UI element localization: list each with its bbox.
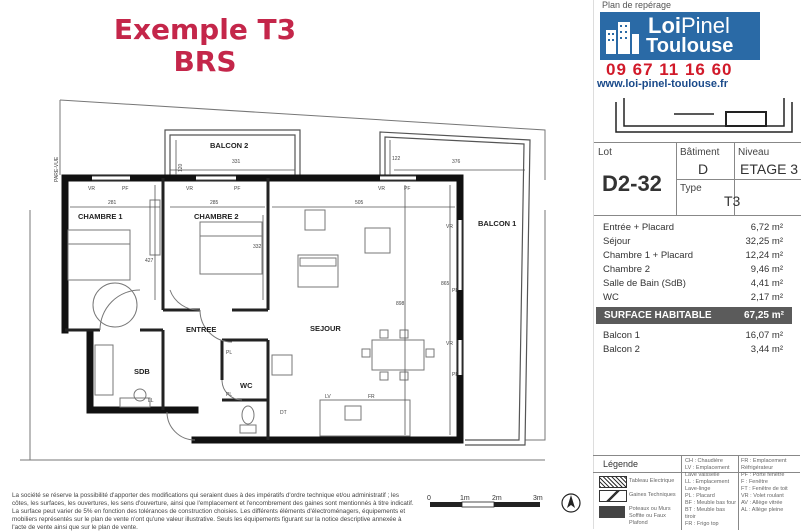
disclaimer-text: La société se réserve la possibilité d'apporter des modifications qui seraient dues à des impératifs d'ordre technique et/ou administratif ; les côtes, les surfaces, les ouvertures, les sens d'ouverture, ainsi que l'emplacement et l'encombrement des gaines sont mentionnés à titre indicatif. La surface peut varier de 5% en fonction des tolérances de construction choisies. Les différents éléments d'électroménagers, équipements et mobiliers représentés sur le plan de vente n'ont qu'une valeur illustrative. Seuls les équipements figurant sur la notice descriptive annexée à l'acte de vente ainsi que sur le plan de vente.: [12, 492, 414, 531]
room-name: Séjour: [603, 236, 631, 247]
scale-0: 0: [427, 495, 431, 502]
lot-label: Lot: [598, 147, 612, 158]
vr-4: VR: [446, 224, 453, 230]
balcony-row: [603, 330, 783, 341]
location-plan: [614, 92, 794, 140]
label-entree: ENTREE: [186, 325, 217, 334]
room-unit: m²: [771, 264, 783, 275]
ll: LL: [148, 398, 154, 404]
room-name: WC: [603, 292, 619, 303]
room-row: [603, 250, 783, 261]
fr: FR: [368, 394, 375, 400]
dt: DT: [280, 410, 287, 416]
scale-3m: 3m: [533, 495, 543, 502]
label-balcon1: BALCON 1: [478, 219, 517, 228]
legend-title: Légende: [603, 459, 639, 469]
room-name: Salle de Bain (SdB): [603, 278, 686, 289]
batiment-value: D: [698, 161, 709, 177]
pf-2: PF: [234, 186, 241, 192]
brand-city: Toulouse: [646, 35, 734, 57]
dim-331: 331: [232, 159, 241, 165]
floor-plan: [0, 90, 590, 502]
vr-5: VR: [446, 341, 453, 347]
pl-1: PL: [226, 350, 233, 356]
type-label: Type: [680, 183, 702, 194]
room-unit: m²: [771, 278, 783, 289]
room-area: 2,17: [750, 292, 770, 303]
pf-4: PF: [452, 288, 459, 294]
scale-1m: 1m: [460, 495, 470, 502]
legend-abbrev-col2: CH : Chaudière LV : Emplacement Lave vaisselle LL : Emplacement Lave-linge PL : Placard BF : Meuble bas four BT : Meuble bas tiroir FR : Frigo top: [685, 458, 737, 527]
vr-1: VR: [88, 186, 95, 192]
niveau-label: Niveau: [738, 147, 770, 158]
pf-5: PF: [452, 372, 459, 378]
room-area: 9,46: [750, 264, 770, 275]
room-name: Chambre 2: [603, 264, 650, 275]
room-row: [603, 278, 783, 289]
room-name: Chambre 1 + Placard: [603, 250, 694, 261]
brand-pinel: Pinel: [681, 13, 730, 38]
surface-label: SURFACE HABITABLE: [604, 310, 712, 321]
balcony-unit: m²: [771, 330, 783, 341]
room-row: [603, 222, 783, 233]
balcony-unit: m²: [771, 344, 783, 355]
balcony-row: [603, 344, 783, 355]
dim-120: 120: [178, 163, 184, 172]
dim-427: 427: [145, 258, 154, 264]
lot-value: D2-32: [602, 171, 662, 196]
north-compass-icon: [562, 494, 580, 512]
balcony-name: Balcon 1: [603, 330, 640, 341]
label-sejour: SEJOUR: [310, 324, 341, 333]
label-chambre2: CHAMBRE 2: [194, 212, 239, 221]
room-area: 6,72: [750, 222, 770, 233]
room-row: [603, 292, 783, 303]
pare-vue: PARE-VUE: [54, 156, 60, 182]
batiment-label: Bâtiment: [680, 147, 720, 158]
type-value: T3: [724, 193, 741, 209]
pf-3: PF: [404, 186, 411, 192]
phone-number: 09 67 11 16 60: [606, 60, 733, 79]
dim-865: 865: [441, 281, 450, 287]
room-area: 32,25: [745, 236, 770, 247]
label-chambre1: CHAMBRE 1: [78, 212, 123, 221]
scale-bar: [427, 495, 543, 507]
pf-1: PF: [122, 186, 129, 192]
room-row: [603, 264, 783, 275]
vr-2: VR: [186, 186, 193, 192]
legend-gaines: Gaines Techniques: [629, 492, 676, 498]
legend-tableau: Tableau Electrique: [629, 478, 675, 484]
surface-habitable-bar: [596, 307, 792, 324]
room-area: 4,41: [750, 278, 770, 289]
plan-title-line2: BRS: [173, 45, 237, 78]
scale-2m: 2m: [492, 495, 502, 502]
poteaux-icon: [599, 506, 625, 518]
gaines-icon: [599, 490, 627, 502]
brand-name: [648, 15, 730, 37]
room-unit: m²: [771, 222, 783, 233]
plan-title-line1: Exemple T3: [113, 13, 297, 46]
room-unit: m²: [771, 250, 783, 261]
website-link[interactable]: www.loi-pinel-toulouse.fr: [597, 78, 728, 90]
label-balcon2: BALCON 2: [210, 141, 249, 150]
dim-332: 332: [253, 244, 262, 250]
lv: LV: [325, 394, 331, 400]
legend: [593, 455, 800, 530]
dim-285: 285: [210, 200, 219, 206]
dim-898: 898: [396, 301, 405, 307]
pl-2: PL: [226, 392, 233, 398]
brand-logo: [600, 12, 760, 60]
label-sdb: SDB: [134, 367, 150, 376]
room-area: 12,24: [745, 250, 770, 261]
vr-3: VR: [378, 186, 385, 192]
electrical-panel-icon: [599, 476, 627, 488]
balcony-name: Balcon 2: [603, 344, 640, 355]
balcony-area: 16,07: [745, 330, 770, 341]
legend-poteaux: Poteaux ou Murs Soffite ou Faux Plafond: [629, 506, 671, 526]
balcony-area: 3,44: [750, 344, 770, 355]
dim-122: 122: [392, 156, 401, 162]
plan-title: [100, 14, 310, 78]
brand-loi: Loi: [648, 13, 681, 38]
dim-505: 505: [355, 200, 364, 206]
lot-grid: [594, 142, 801, 216]
label-wc: WC: [240, 381, 253, 390]
room-unit: m²: [771, 292, 783, 303]
dim-376: 376: [452, 159, 461, 165]
buildings-icon: [604, 20, 640, 54]
room-row: [603, 236, 783, 247]
plan-de-reperage-label: Plan de repérage: [602, 0, 672, 10]
legend-abbrev-col3: FR : Emplacement Réfrigérateur PF : Porte fenêtre F : Fenêtre FT : Fenêtre de toit VR : Volet roulant AV : Allège vitrée AL : Allège pleine: [741, 458, 788, 513]
room-name: Entrée + Placard: [603, 222, 675, 233]
niveau-value: ETAGE 3: [740, 161, 799, 177]
surface-value: 67,25 m²: [743, 310, 784, 321]
room-unit: m²: [771, 236, 783, 247]
dim-281: 281: [108, 200, 117, 206]
